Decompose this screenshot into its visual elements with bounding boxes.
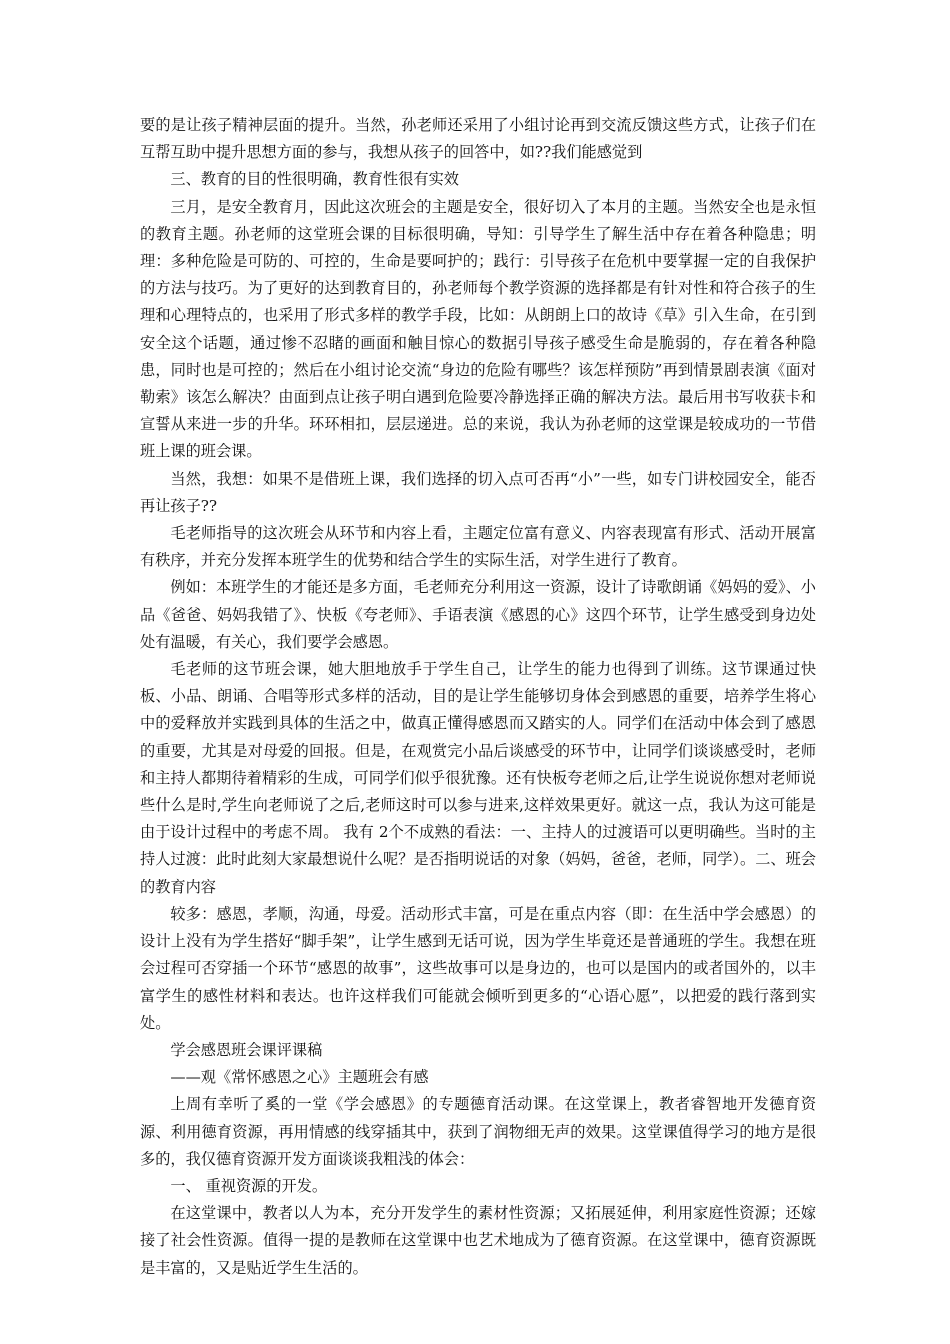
paragraph: 当然，我想：如果不是借班上课，我们选择的切入点可否再“小”一些，如专门讲校园安全，能否再让孩子?? xyxy=(140,469,816,515)
paragraph: 上周有幸听了奚的一堂《学会感恩》的专题德育活动课。在这堂课上，教者睿智地开发德育资源、利用德育资源，再用情感的线穿插其中，获到了润物细无声的效果。这堂课值得学习的地方是很多的，我仅德育资源开发方面谈谈我粗浅的体会： xyxy=(140,1095,816,1168)
article-subtitle: ——观《常怀感恩之心》主题班会有感 xyxy=(170,1068,429,1087)
paragraph: 要的是让孩子精神层面的提升。当然，孙老师还采用了小组讨论再到交流反馈这些方式，让孩子们在互帮互助中提升思想方面的参与，我想从孩子的回答中，如??我们能感觉到 xyxy=(140,116,816,162)
section-heading: 一、 重视资源的开发。 xyxy=(170,1176,328,1195)
paragraph: 在这堂课中，教者以人为本，充分开发学生的素材性资源；又拓展延伸，利用家庭性资源；还嫁接了社会性资源。值得一提的是教师在这堂课中也艺术地成为了德育资源。在这堂课中，德育资源既是丰富的，又是贴近学生生活的。 xyxy=(140,1204,816,1277)
paragraph: 毛老师的这节班会课，她大胆地放手于学生自己，让学生的能力也得到了训练。这节课通过快板、小品、朗诵、合唱等形式多样的活动，目的是让学生能够切身体会到感恩的重要，培养学生将心中的爱释放并实践到具体的生活之中，做真正懂得感恩而又踏实的人。同学们在活动中体会到了感恩的重要，尤其是对母爱的回报。但是，在观赏完小品后谈感受的环节中，让同学们谈谈感受时，老师和主持人都期待着精彩的生成，可同学们似乎很犹豫。还有快板夸老师之后,让学生说说你想对老师说些什么是时,学生向老师说了之后,老师这时可以参与进来,这样效果更好。就这一点，我认为这可能是由于设计过程中的考虑不周。 我有 2个不成熟的看法：一、主持人的过渡语可以更明确些。当时的主持人过渡：此时此刻大家最想说什么呢？是否指明说话的对象（妈妈，爸爸，老师，同学）。二、班会的教育内容 xyxy=(140,660,816,896)
paragraph: 例如：本班学生的才能还是多方面，毛老师充分利用这一资源，设计了诗歌朗诵《妈妈的爱》、小品《爸爸、妈妈我错了》、快板《夸老师》、手语表演《感恩的心》这四个环节，让学生感受到身边处处有温暖，有关心，我们要学会感恩。 xyxy=(140,578,816,651)
paragraph: 较多：感恩，孝顺，沟通，母爱。活动形式丰富，可是在重点内容（即：在生活中学会感恩）的设计上没有为学生搭好“脚手架”，让学生感到无话可说，因为学生毕竟还是普通班的学生。我想在班会过程可否穿插一个环节“感恩的故事”，这些故事可以是身边的，也可以是国内的或者国外的，以丰富学生的感性材料和表达。也许这样我们可能就会倾听到更多的“心语心愿”，以把爱的践行落到实处。 xyxy=(140,904,816,1032)
section-heading: 三、教育的目的性很明确，教育性很有实效 xyxy=(170,170,459,189)
article-title: 学会感恩班会课评课稿 xyxy=(170,1040,323,1059)
paragraph: 毛老师指导的这次班会从环节和内容上看，主题定位富有意义、内容表现富有形式、活动开展富有秩序，并充分发挥本班学生的优势和结合学生的实际生活，对学生进行了教育。 xyxy=(140,524,816,570)
document-body xyxy=(140,112,816,1282)
paragraph: 三月，是安全教育月，因此这次班会的主题是安全，很好切入了本月的主题。当然安全也是永恒的教育主题。孙老师的这堂班会课的目标很明确，导知：引导学生了解生活中存在着各种隐患；明理：多种危险是可防的、可控的，生命是要呵护的；践行：引导孩子在危机中要掌握一定的自我保护的方法与技巧。为了更好的达到教育目的，孙老师每个教学资源的选择都是有针对性和符合孩子的生理和心理特点的，也采用了形式多样的教学手段，比如：从朗朗上口的故诗《草》引入生命，在引到安全这个话题，通过惨不忍睹的画面和触目惊心的数据引导孩子感受生命是脆弱的，存在着各种隐患，同时也是可控的；然后在小组讨论交流“身边的危险有哪些？该怎样预防”再到情景剧表演《面对勒索》该怎么解决？由面到点让孩子明白遇到危险要冷静选择正确的解决方法。最后用书写收获卡和宣誓从来进一步的升华。环环相扣，层层递进。总的来说，我认为孙老师的这堂课是较成功的一节借班上课的班会课。 xyxy=(140,197,816,461)
